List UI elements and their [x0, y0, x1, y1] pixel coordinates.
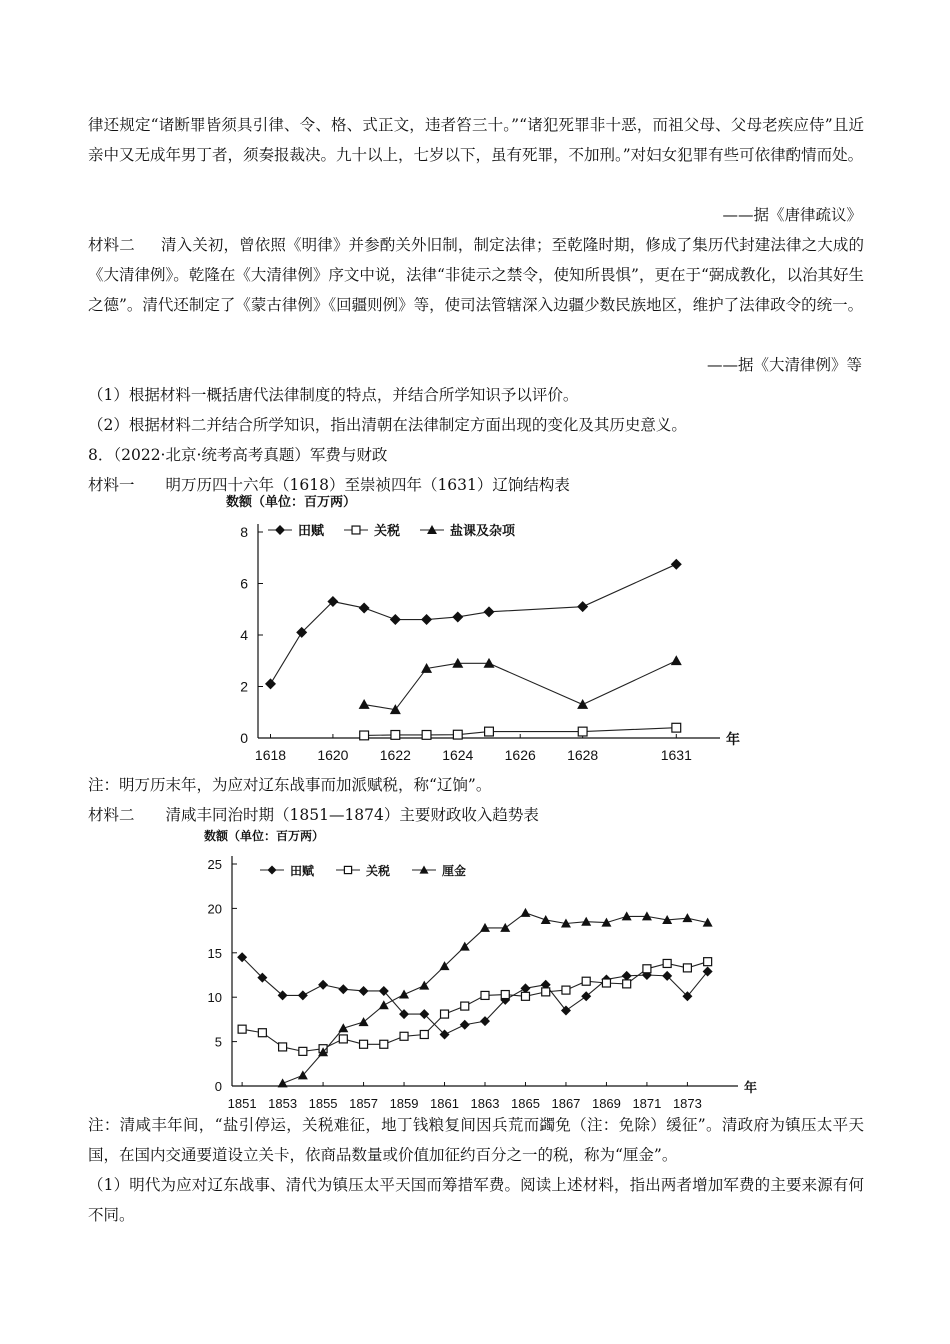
y-tick-label: 25 — [207, 857, 222, 872]
x-tick-label: 1857 — [349, 1096, 379, 1111]
data-point — [623, 980, 631, 988]
data-point — [542, 988, 550, 996]
data-point — [390, 614, 401, 625]
legend-entry-1 — [336, 863, 390, 878]
data-point — [359, 699, 370, 709]
question8-title: 8．（2022·北京·统考高考真题）军费与财政 — [88, 446, 388, 464]
data-point — [682, 913, 692, 922]
series-line — [364, 661, 676, 710]
data-point — [663, 959, 671, 967]
series-1 — [238, 958, 712, 1056]
x-tick-label: 1873 — [672, 1096, 702, 1111]
legend-entry-2 — [412, 863, 466, 878]
legend-marker — [352, 526, 360, 534]
data-point — [577, 601, 588, 612]
legend-entry-0 — [260, 863, 315, 878]
data-point — [379, 1000, 389, 1009]
data-point — [581, 917, 591, 926]
y-tick-label: 20 — [207, 901, 222, 917]
data-point — [380, 1040, 388, 1048]
legend-marker — [275, 525, 285, 535]
series-line — [283, 913, 708, 1083]
data-point — [299, 1047, 307, 1055]
question7-part2: （2）根据材料二并结合所学知识，指出清朝在法律制定方面出现的变化及其历史意义。 — [88, 416, 687, 434]
y-tick-label: 5 — [214, 1034, 222, 1050]
data-point — [461, 1002, 469, 1010]
chart1-note: 注：明万历末年，为应对辽东战事而加派赋税，称“辽饷”。 — [88, 776, 492, 794]
material2-label: 材料二 — [88, 236, 135, 254]
x-axis-label: 年 — [744, 1080, 758, 1095]
x-tick-label: 1863 — [470, 1096, 500, 1111]
x-tick-label: 1622 — [379, 747, 411, 763]
data-point — [278, 1078, 288, 1087]
data-point — [683, 964, 691, 972]
data-point — [360, 731, 369, 740]
material2-text: 清入关初，曾依照《明律》并参酌关外旧制，制定法律；至乾隆时期，修成了集历代封建法律之大成的《大清律例》。乾隆在《大清律例》序文中说，法律“非徒示之禁令，使知所畏惧”，更在于“弼成教化，以治其好生之德”。清代还制定了《蒙古律例》《回疆则例》等，使司法管辖深入边疆少数民族地区，维护了法律政令的统一。 — [88, 236, 864, 314]
data-point — [279, 1043, 287, 1051]
x-tick-label: 1859 — [389, 1096, 419, 1111]
data-point — [671, 655, 682, 665]
data-point — [481, 991, 489, 999]
legend-marker — [344, 866, 351, 873]
y-axis-label: 数额（单位：百万两） — [226, 494, 357, 509]
data-point — [359, 602, 370, 613]
data-point — [400, 1032, 408, 1040]
series-0 — [265, 559, 682, 690]
data-point — [582, 977, 590, 985]
data-point — [453, 730, 462, 739]
data-point — [561, 1006, 571, 1016]
data-point — [258, 1029, 266, 1037]
data-point — [360, 1040, 368, 1048]
data-point — [265, 678, 276, 689]
legend-entry-0 — [268, 523, 325, 538]
x-tick-label: 1628 — [567, 747, 599, 763]
legend-label: 盐课及杂项 — [450, 523, 516, 538]
y-tick-label: 10 — [207, 990, 222, 1006]
x-tick-label: 1620 — [317, 747, 349, 763]
x-tick-label: 1869 — [591, 1096, 621, 1111]
legend-label: 田赋 — [290, 864, 315, 878]
y-tick-label: 8 — [240, 524, 248, 540]
data-point — [441, 1010, 449, 1018]
x-tick-label: 1865 — [511, 1096, 540, 1111]
legend-label: 田赋 — [298, 523, 325, 538]
data-point — [391, 731, 400, 740]
legend-entry-1 — [344, 523, 400, 538]
data-point — [541, 915, 551, 924]
data-point — [485, 727, 494, 736]
chart2-caption: 材料二 清咸丰同治时期（1851—1874）主要财政收入趋势表 — [88, 806, 539, 824]
data-point — [359, 1017, 369, 1026]
data-point — [671, 559, 682, 570]
series-line — [242, 957, 708, 1034]
data-point — [484, 606, 495, 617]
x-tick-label: 1631 — [660, 747, 692, 763]
data-point — [520, 908, 530, 917]
y-tick-label: 4 — [240, 627, 248, 643]
x-axis-label: 年 — [726, 731, 740, 747]
legend-label: 厘金 — [442, 864, 467, 878]
x-tick-label: 1624 — [442, 747, 474, 763]
y-tick-label: 0 — [240, 730, 248, 746]
data-point — [460, 1020, 470, 1030]
x-tick-label: 1861 — [430, 1096, 459, 1111]
series-line — [242, 962, 708, 1052]
data-point — [420, 1030, 428, 1038]
series-2 — [278, 908, 713, 1087]
series-0 — [237, 952, 713, 1039]
data-point — [421, 614, 432, 625]
data-point — [452, 611, 463, 622]
data-point — [298, 990, 308, 1000]
legend-label: 关税 — [366, 864, 391, 878]
data-point — [359, 986, 369, 996]
chart2-note: 注：清咸丰年间，“盐引停运，关税难征，地丁钱粮复间因兵荒而蠲免（注：免除）缓征”。清政府为镇压太平天国，在国内交通要道设立关卡，依商品数量或价值加征约百分之一的税，称为“厘金”。 — [88, 1116, 864, 1164]
legend-marker — [268, 866, 277, 875]
data-point — [643, 965, 651, 973]
question8-part1: （1）明代为应对辽东战事、清代为镇压太平天国而筹措军费。阅读上述材料，指出两者增加军费的主要来源有何不同。 — [88, 1176, 864, 1224]
data-point — [501, 991, 509, 999]
material2-paragraph — [88, 230, 864, 320]
data-point — [422, 731, 431, 740]
y-tick-label: 15 — [207, 945, 222, 961]
x-tick-label: 1871 — [632, 1096, 662, 1111]
data-point — [672, 723, 681, 732]
data-point — [578, 727, 587, 736]
data-point — [704, 958, 712, 966]
material1-paragraph: 律还规定“诸断罪皆须具引律、令、格、式正文，违者笞三十。”“诸犯死罪非十恶，而祖父母、父母老疾应侍”且近亲中又无成年男丁者，须奏报裁决。九十以上，七岁以下，虽有死罪，不加刑。”对妇女犯罪有些可依律酌情而处。 — [88, 116, 864, 164]
question7-part1: （1）根据材料一概括唐代法律制度的特点，并结合所学知识予以评价。 — [88, 386, 579, 404]
y-tick-label: 0 — [214, 1079, 222, 1094]
y-axis-label: 数额（单位：百万两） — [204, 829, 325, 843]
series-2 — [359, 655, 682, 714]
data-point — [318, 980, 328, 990]
qing-revenue-trend-chart — [190, 824, 760, 1114]
y-tick-label: 2 — [240, 678, 248, 695]
x-tick-label: 1855 — [308, 1096, 338, 1111]
legend-label: 关税 — [374, 523, 401, 538]
data-point — [339, 1035, 347, 1043]
x-tick-label: 1618 — [254, 747, 287, 763]
liaoxiang-structure-chart — [200, 490, 740, 770]
data-point — [577, 699, 588, 709]
data-point — [562, 986, 570, 994]
x-tick-label: 1851 — [227, 1096, 257, 1111]
material2-source: ——据《大清律例》等 — [706, 356, 862, 374]
chart1-caption: 材料一 明万历四十六年（1618）至崇祯四年（1631）辽饷结构表 — [88, 476, 570, 494]
x-tick-label: 1626 — [504, 747, 536, 763]
data-point — [399, 990, 409, 999]
x-tick-label: 1867 — [551, 1096, 581, 1111]
data-point — [338, 984, 348, 994]
data-point — [238, 1025, 246, 1033]
series-line — [270, 564, 676, 684]
y-tick-label: 6 — [240, 575, 248, 592]
data-point — [602, 979, 610, 987]
legend-entry-2 — [420, 523, 516, 538]
material1-source: ——据《唐律疏议》 — [722, 206, 862, 224]
x-tick-label: 1853 — [268, 1096, 298, 1111]
data-point — [521, 992, 529, 1000]
